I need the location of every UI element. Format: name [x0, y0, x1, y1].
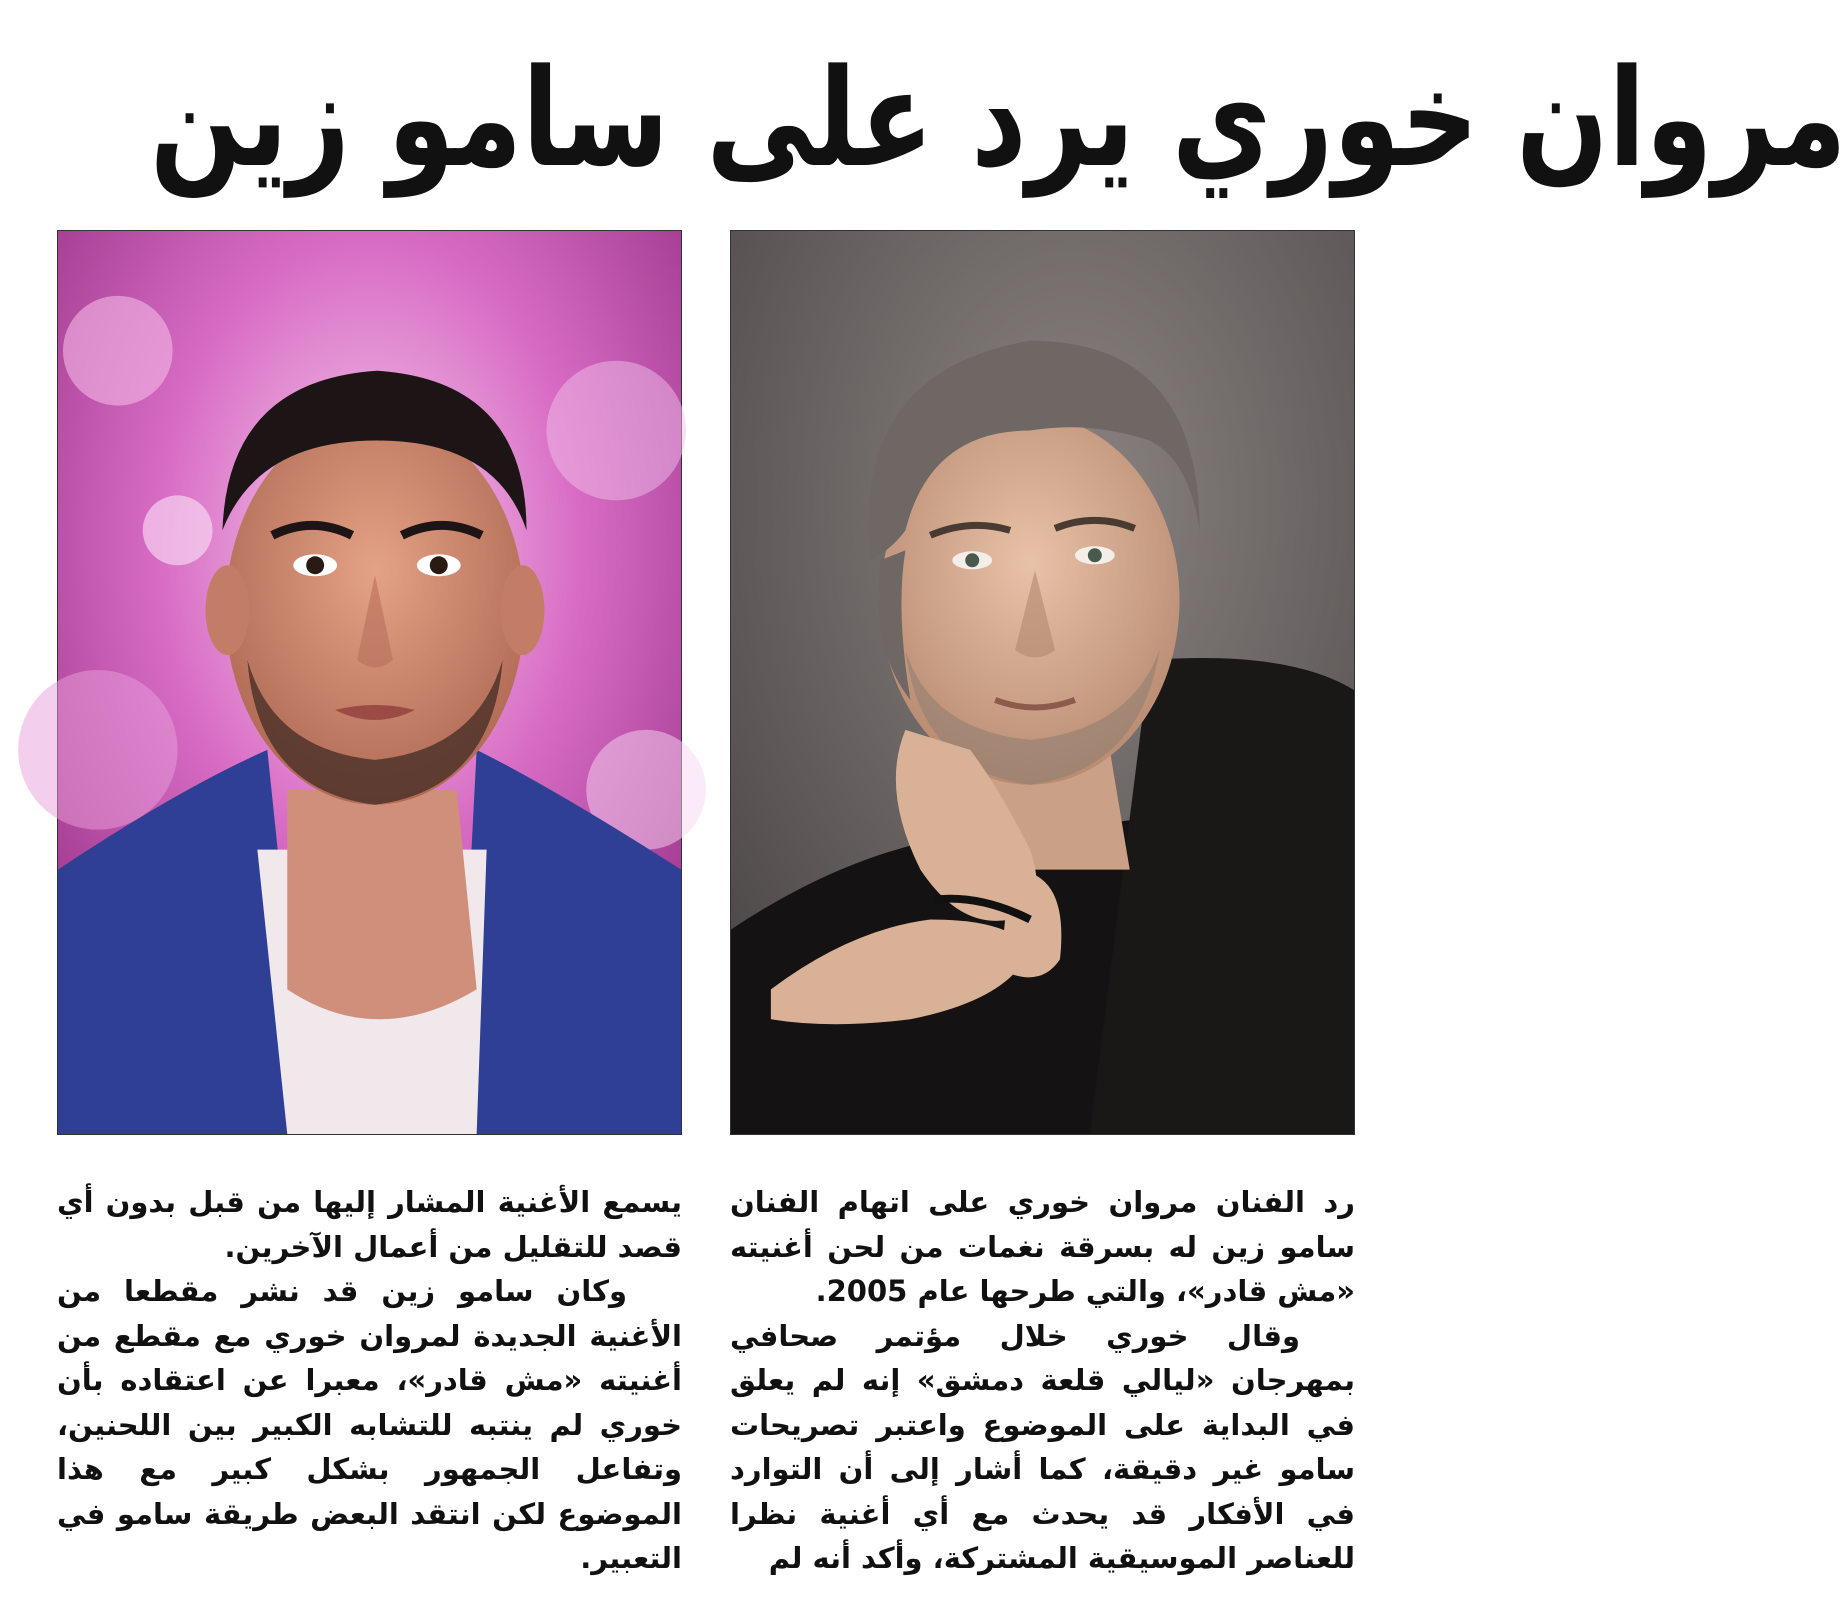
portrait-illustration-right — [731, 231, 1354, 1134]
paragraph: رد الفنان مروان خوري على اتهام الفنان سامو زين له بسرقة نغمات من لحن أغنيته «مش قادر»، والتي طرحها عام 2005. — [730, 1185, 1355, 1308]
article-column-left — [57, 1180, 682, 1610]
paragraph: يسمع الأغنية المشار إليها من قبل بدون أي قصد للتقليل من أعمال الآخرين. — [57, 1185, 682, 1264]
portrait-illustration-left — [58, 231, 681, 1134]
photo-sammo-zein — [57, 230, 682, 1135]
paragraph: وقال خوري خلال مؤتمر صحافي بمهرجان «ليالي قلعة دمشق» إنه لم يعلق في البداية على الموضوع واعتبر تصريحات سامو غير دقيقة، كما أشار إلى أن التوارد في الأفكار قد يحدث مع أي أغنية نظرا للعناصر الموسيقية المشتركة، وأكد أنه لم — [730, 1318, 1355, 1575]
photo-marwan-khoury — [730, 230, 1355, 1135]
article-column-right — [730, 1180, 1355, 1610]
headline: مروان خوري يرد على سامو زين — [150, 41, 1847, 198]
paragraph: وكان سامو زين قد نشر مقطعا من الأغنية الجديدة لمروان خوري مع مقطع من أغنيته «مش قادر»، معبرا عن اعتقاده بأن خوري لم ينتبه للتشابه الكبير بين اللحنين، وتفاعل الجمهور بشكل كبير مع هذا الموضوع لكن انتقد البعض طريقة سامو في التعبير. — [57, 1274, 682, 1575]
